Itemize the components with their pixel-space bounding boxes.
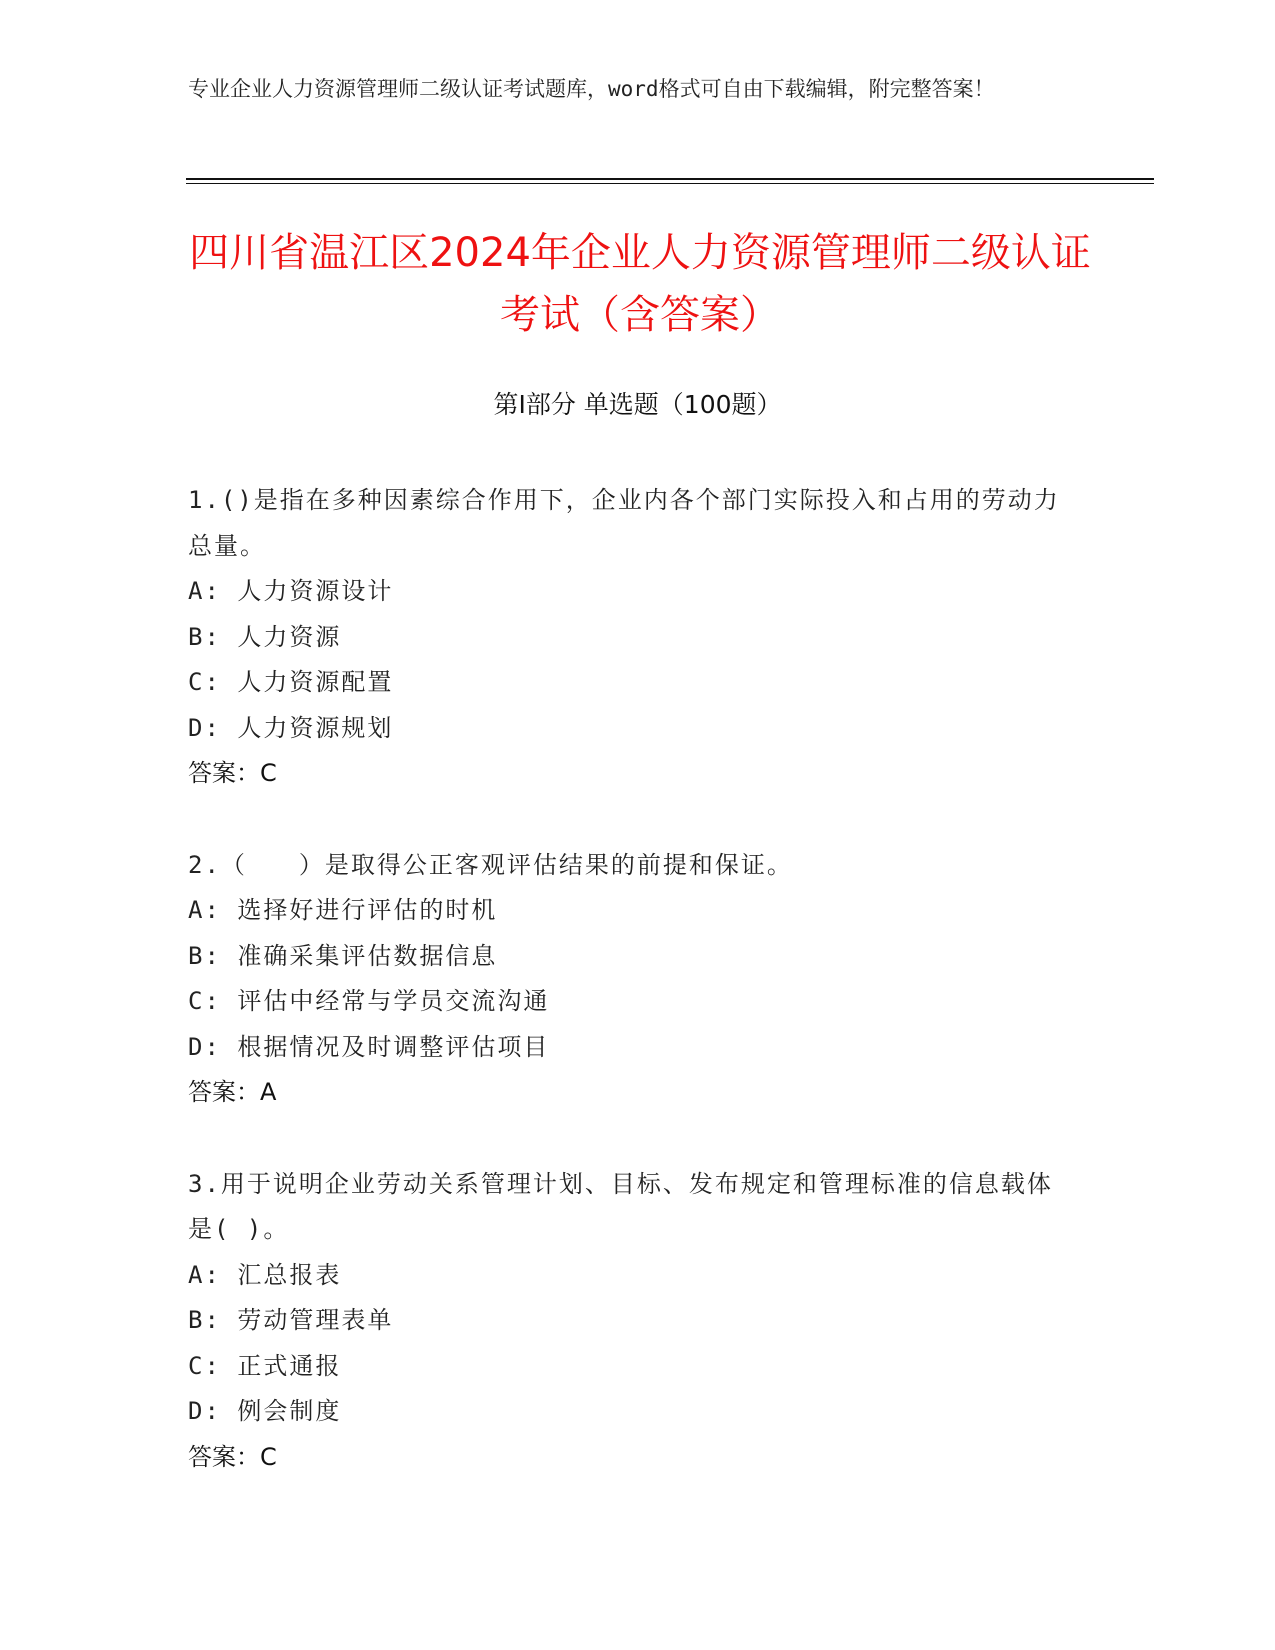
option-c: C: 正式通报 bbox=[188, 1351, 342, 1380]
option-a: A: 选择好进行评估的时机 bbox=[188, 896, 498, 924]
option-a: A: 人力资源设计 bbox=[188, 577, 394, 605]
question-stem: 1.()是指在多种因素综合作用下，企业内各个部门实际投入和占用的劳动力总量。 bbox=[188, 486, 1060, 560]
question-item bbox=[188, 1162, 1068, 1481]
document-title: 四川省温江区2024年企业人力资源管理师二级认证考试（含答案） bbox=[189, 230, 1091, 338]
header-divider-thin bbox=[186, 183, 1154, 184]
option-b: B: 劳动管理表单 bbox=[188, 1306, 394, 1334]
header-note: 专业企业人力资源管理师二级认证考试题库，word格式可自由下载编辑，附完整答案！ bbox=[188, 77, 995, 101]
question-stem: 3.用于说明企业劳动关系管理计划、目标、发布规定和管理标准的信息载体是( )。 bbox=[188, 1169, 1053, 1243]
option-d: D: 根据情况及时调整评估项目 bbox=[188, 1032, 550, 1061]
section-title: 第I部分 单选题（100题） bbox=[493, 390, 782, 419]
option-d: D: 人力资源规划 bbox=[188, 713, 394, 742]
option-c: C: 评估中经常与学员交流沟通 bbox=[188, 987, 550, 1015]
option-b: B: 准确采集评估数据信息 bbox=[188, 941, 498, 970]
option-d: D: 例会制度 bbox=[188, 1397, 342, 1425]
option-a: A: 汇总报表 bbox=[188, 1260, 342, 1289]
answer-line: 答案：C bbox=[188, 759, 277, 787]
answer-line: 答案：C bbox=[188, 1442, 277, 1471]
option-b: B: 人力资源 bbox=[188, 622, 342, 651]
header-divider-thick bbox=[186, 178, 1154, 180]
option-c: C: 人力资源配置 bbox=[188, 668, 394, 696]
answer-line: 答案：A bbox=[188, 1078, 277, 1106]
question-item bbox=[188, 478, 1068, 797]
question-stem: 2.（ ）是取得公正客观评估结果的前提和保证。 bbox=[188, 850, 793, 879]
question-item bbox=[188, 843, 1068, 1116]
question-list bbox=[188, 478, 1068, 1526]
